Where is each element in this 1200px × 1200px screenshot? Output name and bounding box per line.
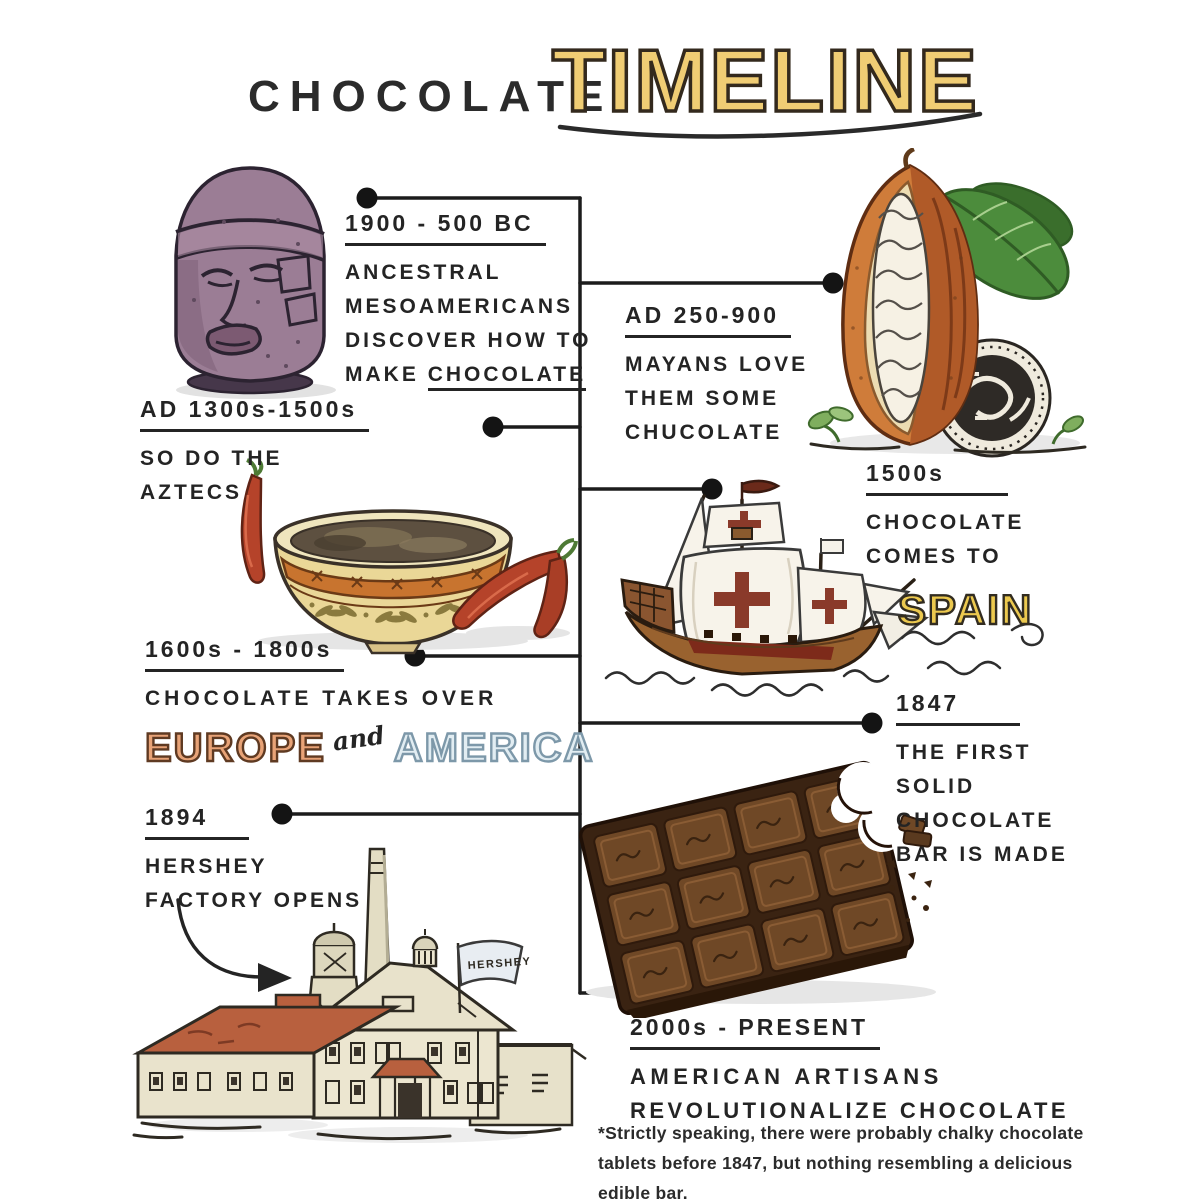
europe-america-row xyxy=(145,720,595,771)
event-date: 2000s - PRESENT xyxy=(630,1014,880,1050)
event-1847 xyxy=(896,690,1068,872)
event-1600s-1800s xyxy=(145,636,594,771)
node-dot-1847 xyxy=(862,713,883,734)
event-date: 1500s xyxy=(866,460,1008,496)
title-chocolate: CHOCOLATE xyxy=(248,72,614,121)
europe-word: EUROPE xyxy=(145,726,326,770)
event-date: 1600s - 1800s xyxy=(145,636,344,672)
footnote-line: edible bar. xyxy=(598,1183,688,1200)
event-1894 xyxy=(145,804,362,918)
title-timeline: TIMELINE xyxy=(552,31,979,130)
event-1500s-spain xyxy=(866,460,1033,634)
footnote xyxy=(598,1118,1084,1200)
event-line: SOLID xyxy=(896,775,976,798)
event-line: THE FIRST xyxy=(896,741,1032,764)
node-dot-ad1300s xyxy=(483,417,504,438)
event-line: MESOAMERICANS xyxy=(345,295,574,318)
cupola xyxy=(413,929,437,966)
event-line: CHOCOLATE TAKES OVER xyxy=(145,687,498,710)
flag-label: HERSHEY xyxy=(467,955,532,972)
and-word: and xyxy=(330,720,387,757)
event-line: CHOCOLATE xyxy=(866,511,1025,534)
event-line: BAR IS MADE xyxy=(896,843,1068,866)
olmec-head-illustration xyxy=(158,160,343,402)
event-2000s-present xyxy=(630,1014,1069,1128)
event-ad1300s-1500s xyxy=(140,396,369,510)
event-line: AMERICAN ARTISANS xyxy=(630,1064,943,1089)
event-line: AZTECS xyxy=(140,481,242,504)
event-date: AD 250-900 xyxy=(625,302,791,338)
event-line-underlined: CHOCOLATE xyxy=(428,363,586,391)
event-line: MAYANS LOVE xyxy=(625,353,809,376)
event-line-part: MAKE xyxy=(345,363,419,386)
spain-word: SPAIN xyxy=(898,586,1034,633)
event-line: REVOLUTIONALIZE CHOCOLATE xyxy=(630,1098,1070,1123)
event-line: COMES TO xyxy=(866,545,1002,568)
event-line: CHUCOLATE xyxy=(625,421,783,444)
event-1900-500bc xyxy=(345,210,591,392)
event-line: THEM SOME xyxy=(625,387,780,410)
america-word: AMERICA xyxy=(393,726,595,770)
event-line xyxy=(345,358,591,392)
footnote-line: *Strictly speaking, there were probably chalky chocolate xyxy=(598,1123,1084,1143)
event-line: SO DO THE xyxy=(140,447,283,470)
event-line: FACTORY OPENS xyxy=(145,889,363,912)
event-date: 1847 xyxy=(896,690,1020,726)
event-line: DISCOVER HOW TO xyxy=(345,329,592,352)
cacao-pod-illustration xyxy=(805,148,1097,463)
footnote-line: tablets before 1847, but nothing resembling a delicious xyxy=(598,1153,1073,1173)
event-line: HERSHEY xyxy=(145,855,268,878)
event-date: AD 1300s-1500s xyxy=(140,396,369,432)
event-date: 1900 - 500 BC xyxy=(345,210,546,246)
node-dot-1900bc xyxy=(357,188,378,209)
event-date: 1894 xyxy=(145,804,249,840)
event-line: CHOCOLATE xyxy=(896,809,1055,832)
event-ad250-900 xyxy=(625,302,808,450)
event-line: ANCESTRAL xyxy=(345,261,502,284)
